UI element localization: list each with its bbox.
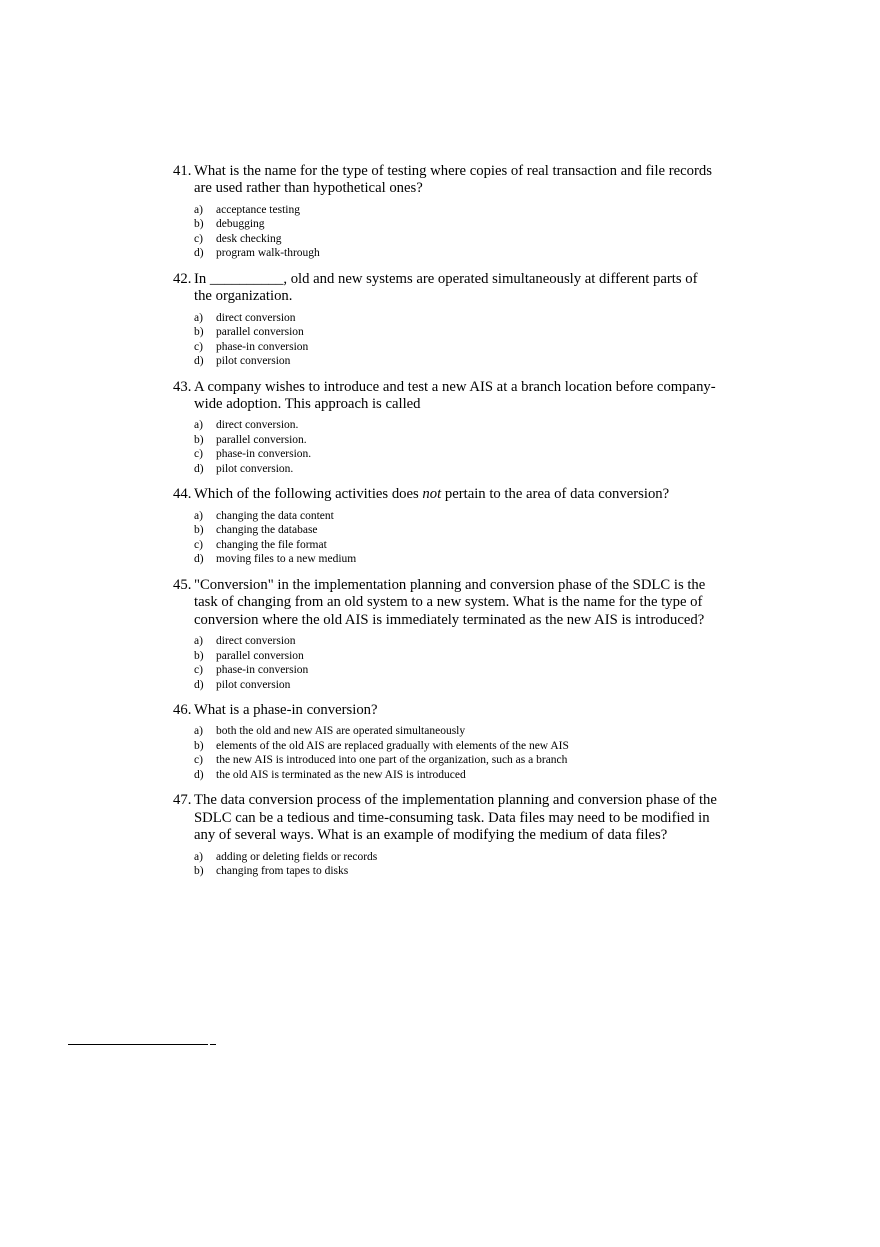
question-text-after: pertain to the area of data conversion?: [441, 486, 670, 503]
option-letter: b): [194, 739, 204, 752]
question-number: 44.: [173, 486, 192, 503]
question-text: In __________, old and new systems are operated simultaneously at different parts of the organization.: [194, 270, 698, 305]
option-text: both the old and new AIS are operated simultaneously: [216, 725, 466, 738]
answer-option: [194, 634, 718, 649]
option-text: moving files to a new medium: [216, 553, 357, 566]
answer-options: [194, 418, 718, 476]
answer-option: [194, 354, 718, 369]
answer-option: [194, 649, 718, 664]
option-letter: a): [194, 419, 203, 432]
option-text: phase-in conversion: [216, 664, 309, 677]
option-letter: b): [194, 218, 204, 231]
option-letter: a): [194, 850, 203, 863]
question-44: [173, 486, 718, 566]
option-letter: b): [194, 649, 204, 662]
option-letter: b): [194, 524, 204, 537]
option-text: changing the file format: [216, 538, 327, 551]
option-letter: d): [194, 678, 204, 691]
option-text: pilot conversion: [216, 355, 291, 368]
question-text-emphasis: not: [422, 486, 442, 503]
option-text: parallel conversion.: [216, 433, 307, 446]
option-letter: b): [194, 433, 204, 446]
question-number: 45.: [173, 576, 192, 593]
answer-options: [194, 311, 718, 369]
answer-option: [194, 768, 718, 783]
option-text: elements of the old AIS are replaced gradually with elements of the new AIS: [216, 739, 569, 752]
option-text: adding or deleting fields or records: [216, 850, 378, 863]
option-text: changing the data content: [216, 509, 334, 522]
question-number: 42.: [173, 270, 192, 287]
question-number: 41.: [173, 163, 192, 179]
option-letter: c): [194, 538, 203, 551]
option-text: parallel conversion: [216, 649, 304, 662]
answer-option: [194, 509, 718, 524]
answer-options: [194, 850, 718, 879]
answer-option: [194, 246, 718, 261]
option-text: changing the database: [216, 524, 318, 537]
question-list: [173, 163, 718, 889]
answer-option: [194, 232, 718, 247]
option-letter: a): [194, 311, 203, 324]
question-46: [173, 702, 718, 782]
question-43: [173, 379, 718, 477]
option-text: direct conversion: [216, 311, 296, 324]
answer-option: [194, 663, 718, 678]
answer-option: [194, 217, 718, 232]
answer-option: [194, 447, 718, 462]
footnote-separator-dash: [210, 1044, 216, 1045]
option-letter: a): [194, 509, 203, 522]
answer-option: [194, 538, 718, 553]
answer-option: [194, 850, 718, 865]
answer-option: [194, 678, 718, 693]
option-text: debugging: [216, 218, 265, 231]
answer-option: [194, 433, 718, 448]
question-text: [194, 486, 718, 503]
option-letter: c): [194, 448, 203, 461]
option-letter: b): [194, 326, 204, 339]
answer-option: [194, 203, 718, 218]
answer-option: [194, 418, 718, 433]
option-text: changing from tapes to disks: [216, 865, 349, 878]
answer-option: [194, 311, 718, 326]
answer-option: [194, 325, 718, 340]
option-text: pilot conversion.: [216, 462, 294, 475]
question-47: [173, 792, 718, 878]
answer-option: [194, 753, 718, 768]
option-letter: b): [194, 865, 204, 878]
answer-option: [194, 864, 718, 879]
question-text: What is a phase-in conversion?: [194, 702, 378, 719]
question-text-before: Which of the following activities does: [194, 486, 423, 503]
footnote-separator: [68, 1044, 208, 1045]
question-number: 43.: [173, 378, 192, 395]
answer-options: [194, 509, 718, 567]
question-41: [173, 163, 718, 261]
question-text: "Conversion" in the implementation planning and conversion phase of the SDLC is the task of changing from an old system to a new system. What is the name for the type of conversion where the old AIS is immediately terminated as the new AIS is introduced?: [194, 576, 706, 628]
answer-option: [194, 724, 718, 739]
option-text: phase-in conversion.: [216, 448, 312, 461]
option-text: parallel conversion: [216, 326, 304, 339]
option-letter: a): [194, 635, 203, 648]
option-text: the old AIS is terminated as the new AIS is introduced: [216, 768, 466, 781]
question-45: [173, 577, 718, 692]
option-text: direct conversion: [216, 635, 296, 648]
option-letter: a): [194, 203, 203, 216]
option-letter: d): [194, 768, 204, 781]
answer-option: [194, 340, 718, 355]
answer-options: [194, 634, 718, 692]
option-letter: d): [194, 462, 204, 475]
question-42: [173, 271, 718, 369]
option-letter: c): [194, 754, 203, 767]
option-letter: d): [194, 553, 204, 566]
answer-option: [194, 462, 718, 477]
option-text: desk checking: [216, 232, 282, 245]
answer-options: [194, 724, 718, 782]
question-number: 47.: [173, 792, 192, 809]
answer-option: [194, 523, 718, 538]
option-text: the new AIS is introduced into one part of the organization, such as a branch: [216, 754, 568, 767]
question-text: A company wishes to introduce and test a new AIS at a branch location before company-wide adoption. This approach is called: [194, 378, 716, 413]
option-letter: c): [194, 340, 203, 353]
option-letter: a): [194, 725, 203, 738]
question-text: What is the name for the type of testing where copies of real transaction and file records are used rather than hypothetical ones?: [194, 163, 712, 197]
question-number: 46.: [173, 702, 192, 719]
option-text: pilot conversion: [216, 678, 291, 691]
answer-options: [194, 203, 718, 261]
option-text: phase-in conversion: [216, 340, 309, 353]
option-letter: d): [194, 247, 204, 260]
option-text: program walk-through: [216, 247, 320, 260]
answer-option: [194, 739, 718, 754]
option-letter: d): [194, 355, 204, 368]
option-letter: c): [194, 664, 203, 677]
question-text: The data conversion process of the implementation planning and conversion phase of the SDLC can be a tedious and time-consuming task. Data files may need to be modified in any of several ways. What is an example of modifying the medium of data files?: [194, 792, 717, 844]
option-text: direct conversion.: [216, 419, 299, 432]
option-text: acceptance testing: [216, 203, 300, 216]
answer-option: [194, 552, 718, 567]
option-letter: c): [194, 232, 203, 245]
